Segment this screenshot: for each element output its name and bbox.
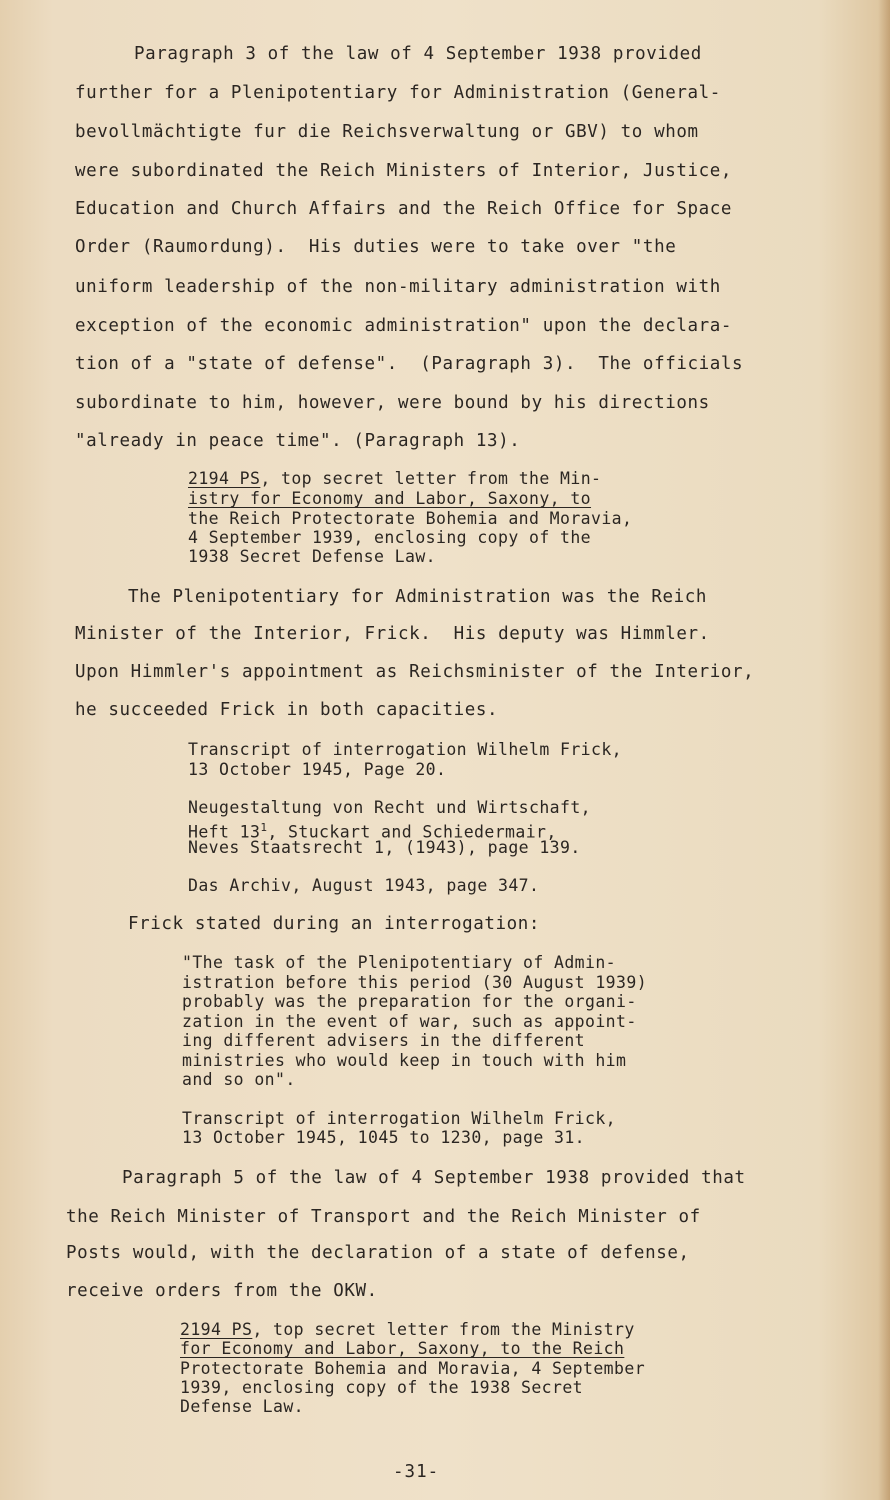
text-line: Education and Church Affairs and the Reich Office for Space xyxy=(75,199,733,219)
quote-line: probably was the preparation for the organi- xyxy=(182,992,637,1011)
quote-line: and so on". xyxy=(182,1070,296,1089)
citation-text: , Stuckart and Schiedermair, xyxy=(267,822,557,842)
citation-line: Transcript of interrogation Wilhelm Frick, xyxy=(188,740,623,759)
paper-edge xyxy=(878,0,890,1500)
citation-line: Neugestaltung von Recht und Wirtschaft, xyxy=(188,798,592,817)
quote-line: istration before this period (30 August 1939) xyxy=(182,973,648,992)
citation-line: 13 October 1945, 1045 to 1230, page 31. xyxy=(182,1128,586,1147)
text-line: he succeeded Frick in both capacities. xyxy=(75,700,499,720)
text-line: subordinate to him, however, were bound by his directions xyxy=(75,393,710,413)
page-number: -31- xyxy=(393,1462,440,1482)
quote-line: "The task of the Plenipotentiary of Admin- xyxy=(182,953,617,972)
text-line: tion of a "state of defense". (Paragraph 3). The officials xyxy=(75,354,744,374)
text-line: "already in peace time". (Paragraph 13). xyxy=(75,431,521,451)
text-line: receive orders from the OKW. xyxy=(66,1281,378,1301)
text-line: The Plenipotentiary for Administration was the Reich xyxy=(128,587,708,607)
quote-line: ministries who would keep in touch with him xyxy=(182,1051,627,1070)
text-line: Order (Raumordung). His duties were to take over "the xyxy=(75,237,677,257)
citation-line: 1939, enclosing copy of the 1938 Secret xyxy=(180,1378,584,1397)
quote-line: ing different advisers in the different xyxy=(182,1031,586,1050)
citation-line xyxy=(188,469,601,489)
citation-line: Protectorate Bohemia and Moravia, 4 September xyxy=(180,1359,646,1378)
citation-line: 13 October 1945, Page 20. xyxy=(188,760,447,779)
citation-archiv: Das Archiv, August 1943, page 347. xyxy=(188,876,540,895)
text-line: uniform leadership of the non-military administration with xyxy=(75,277,721,297)
citation-line: Transcript of interrogation Wilhelm Frick, xyxy=(182,1109,617,1128)
citation-line: for Economy and Labor, Saxony, to the Reich xyxy=(180,1339,625,1358)
citation-text: Heft 13 xyxy=(188,822,261,842)
text-line: Paragraph 3 of the law of 4 September 1938 provided xyxy=(134,44,702,64)
citation-text: , top secret letter from the Ministry xyxy=(252,1320,635,1339)
text-line: further for a Plenipotentiary for Administration (General- xyxy=(75,83,721,103)
text-line: exception of the economic administration" upon the declara- xyxy=(75,316,733,336)
citation-line: 4 September 1939, enclosing copy of the xyxy=(188,528,592,547)
text-line: Frick stated during an interrogation: xyxy=(128,914,541,934)
citation-line: istry for Economy and Labor, Saxony, to xyxy=(188,489,592,508)
superscript: 1 xyxy=(260,821,268,834)
text-line: the Reich Minister of Transport and the Reich Minister of xyxy=(66,1207,701,1227)
text-line: Posts would, with the declaration of a state of defense, xyxy=(66,1243,690,1263)
citation-line: Defense Law. xyxy=(180,1397,305,1416)
text-line: Upon Himmler's appointment as Reichsminister of the Interior, xyxy=(75,662,755,682)
text-line: bevollmächtigte fur die Reichsverwaltung or GBV) to whom xyxy=(75,122,699,142)
text-line: Minister of the Interior, Frick. His deputy was Himmler. xyxy=(75,624,710,644)
citation-line: Neves Staatsrecht 1, (1943), page 139. xyxy=(188,838,581,857)
citation-ref: 2194 PS xyxy=(188,469,261,488)
text-line: were subordinated the Reich Ministers of Interior, Justice, xyxy=(75,161,733,181)
quote-line: zation in the event of war, such as appoint- xyxy=(182,1012,637,1031)
text-line: Paragraph 5 of the law of 4 September 1938 provided that xyxy=(122,1168,746,1188)
citation-line xyxy=(180,1320,635,1340)
citation-line: 1938 Secret Defense Law. xyxy=(188,547,437,566)
citation-line: the Reich Protectorate Bohemia and Moravia, xyxy=(188,509,633,528)
citation-text: , top secret letter from the Min- xyxy=(260,469,602,488)
citation-ref: 2194 PS xyxy=(180,1320,253,1339)
